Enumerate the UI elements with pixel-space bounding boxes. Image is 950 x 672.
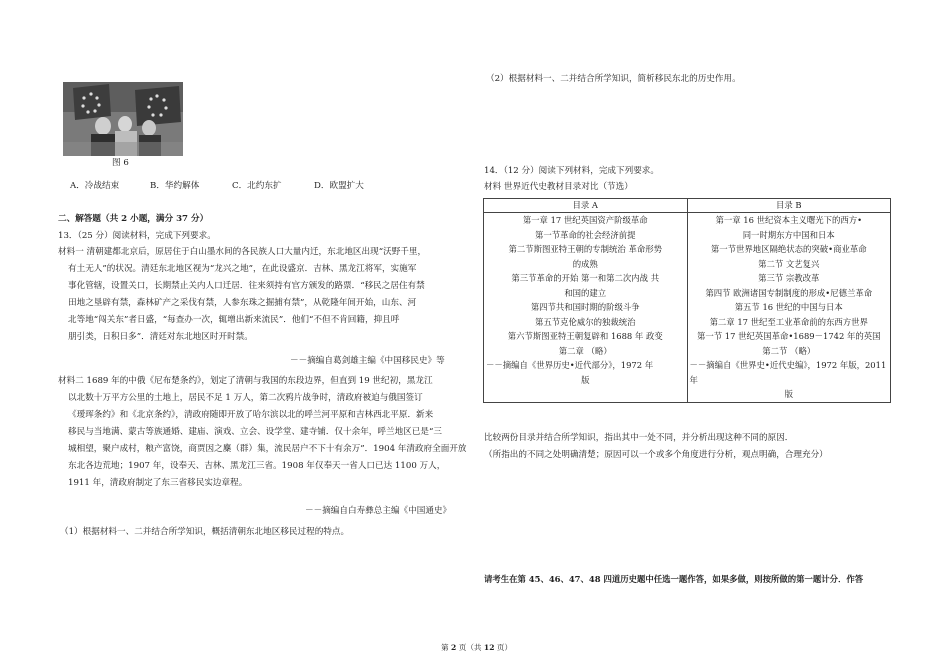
figure-caption: 图 6: [112, 158, 129, 168]
material-1-line: 有土无人”的状况。清廷东北地区视为“龙兴之地”，在此设盛京．吉林、黑龙江将军，实施军: [68, 264, 417, 274]
footer-prefix: 第: [441, 643, 452, 652]
material-1-line: 北等地“闯关东”者日盛，“每查办一次，辄增出新来流民”．他们“不但不肯回籍，抑且呼: [68, 315, 400, 325]
q14-note: （所指出的不同之处明确清楚；原因可以一个或多个角度进行分析，观点明确，合理充分）: [484, 450, 828, 460]
material-2-line: 《瑷珲条约》和《北京条约》，清政府随即开放了哈尔滨以北的呼兰河平原和吉林西北平原．新来: [68, 410, 434, 420]
material-1-line: 事化管辖，设置关口，长期禁止关内人口迁居．往来须持有官方颁发的路票．“移民之居住有禁: [68, 281, 425, 291]
material-1-line: 田地之垦辟有禁，森林矿产之采伐有禁，人参东珠之掘捕有禁”，从乾隆年间开始，山东、河: [68, 298, 417, 308]
option-a: A．冷战结束: [70, 181, 120, 191]
col-a-line: 第二节斯图亚特王朝的专制统治 革命形势: [508, 244, 662, 254]
col-b-line: 第四节 欧洲诸国专制制度的形成•尼德兰革命: [705, 287, 873, 298]
page-footer: [441, 641, 512, 654]
col-a-line: 第二章 （略）: [558, 345, 612, 356]
material-2-line: 材料二 1689 年的中俄《尼布楚条约》，划定了清朝与我国的东段边界，但直到 19 世纪初，黑龙江: [58, 376, 433, 386]
q13-part-1: （1）根据材料一、二并结合所学知识，概括清朝东北地区移民过程的特点。: [60, 527, 350, 537]
col-a-header: 目录 A: [484, 199, 688, 213]
col-b-line: 同一时期东方中国和日本: [742, 229, 835, 240]
col-b-line: －－摘编自《世界史•近代史编》，1972 年版，2011 年: [689, 360, 887, 385]
q14-material-title: 材料 世界近代史教材目录对比（节选）: [484, 182, 633, 192]
material-2-line: 东北各边荒地；1907 年，设奉天、吉林、黑龙江三省。1908 年仅奉天一省人口已达 1100 万人，: [68, 461, 446, 471]
material-1-line: 朋引类，日积日多”．清廷对东北地区时开时禁。: [68, 332, 253, 342]
col-b-line: 第五节 16 世纪的中国与日本: [734, 302, 843, 312]
material-2-line: 以北数十万平方公里的土地上，居民不足 1 万人，第二次鸦片战争时，清政府被迫与俄国签订: [68, 393, 423, 403]
material-2-source: －－摘编自白寿彝总主编《中国通史》: [305, 506, 452, 516]
col-b-line: 第一节 17 世纪英国革命•1689－1742 年的英国: [697, 331, 881, 341]
q13-part-2: （2）根据材料一、二并结合所学知识，简析移民东北的历史作用。: [486, 74, 741, 84]
material-2: [58, 373, 473, 492]
col-a-line: 第一章 17 世纪英国资产阶级革命: [522, 215, 648, 225]
q14-intro: 14．（12 分）阅读下列材料，完成下列要求。: [484, 166, 659, 176]
option-d: D．欧盟扩大: [314, 181, 364, 191]
col-a-line: 版: [581, 374, 590, 385]
col-b-line: 第三节 宗教改革: [758, 273, 820, 283]
footer-page-number: 2: [451, 643, 457, 652]
col-b-line: 第一章 16 世纪资本主义曙光下的西方•: [715, 215, 863, 225]
material-2-line: 城相望，聚户成村，粮产富饶，商贾因之麇（群）集，流民居户不下十有余万”．1904 年清政府全面开放: [68, 444, 467, 454]
col-a-line: 第五节克伦威尔的独裁统治: [535, 316, 636, 327]
q14-task: 比较两份目录并结合所学知识，指出其中一处不同，并分析出现这种不同的原因．: [484, 433, 794, 443]
col-a-line: 的成熟: [572, 258, 598, 269]
col-a-line: 第三节革命的开始 第一和第二次内战 共: [511, 273, 660, 283]
col-b-line: 版: [784, 389, 793, 399]
col-b-line: 第二章 17 世纪至工业革命前的东西方世界: [709, 316, 868, 327]
material-1: [58, 244, 473, 346]
option-c: C．北约东扩: [232, 181, 282, 191]
col-b-line: 第二节 文艺复兴: [758, 258, 820, 269]
elective-note: 请考生在第 45、46、47、48 四道历史题中任选一题作答，如果多做，则按所做的第一题计分．作答: [484, 574, 864, 584]
material-2-line: 1911 年，清政府制定了东三省移民实边章程。: [68, 478, 248, 488]
option-b: B．华约解体: [150, 181, 200, 191]
col-a-line: 第一节革命的社会经济前提: [535, 229, 636, 240]
material-1-source: －－摘编自葛剑雄主编《中国移民史》等: [290, 356, 445, 366]
footer-suffix: 页）: [494, 643, 513, 652]
col-a-line: 第六节斯图亚特王朝复辟和 1688 年 政变: [507, 331, 663, 341]
col-b-line: 第二节 （略）: [762, 345, 816, 356]
q13-intro: 13．（25 分）阅读材料，完成下列要求。: [58, 231, 216, 241]
col-a-line: 第四节共和国时期的阶级斗争: [530, 302, 640, 312]
footer-middle: 页（共: [456, 643, 484, 652]
section-heading: 二、解答题（共 2 小题，满分 37 分）: [58, 214, 209, 224]
col-a-line: －－摘编自《世界历史•近代部分》，1972 年: [486, 360, 654, 370]
col-b-line: 第一节世界地区隔绝状态的突破•商业革命: [710, 244, 867, 254]
historical-photo: [63, 82, 183, 156]
material-1-line: 材料一 清朝建都北京后，原居住于白山墨水间的各民族人口大量内迁，东北地区出现“沃野千里，: [58, 247, 427, 257]
col-a-content: [484, 213, 688, 403]
footer-total-pages: 12: [483, 643, 495, 652]
col-b-header: 目录 B: [687, 199, 891, 213]
material-2-line: 移民与当地满、蒙古等族通婚、建庙、演戏、立会、设学堂、建寺铺．仅十余年，呼兰地区已是“三: [68, 427, 442, 437]
col-a-line: 和国的建立: [564, 287, 607, 298]
col-b-content: [687, 213, 891, 403]
comparison-table: [483, 198, 891, 403]
